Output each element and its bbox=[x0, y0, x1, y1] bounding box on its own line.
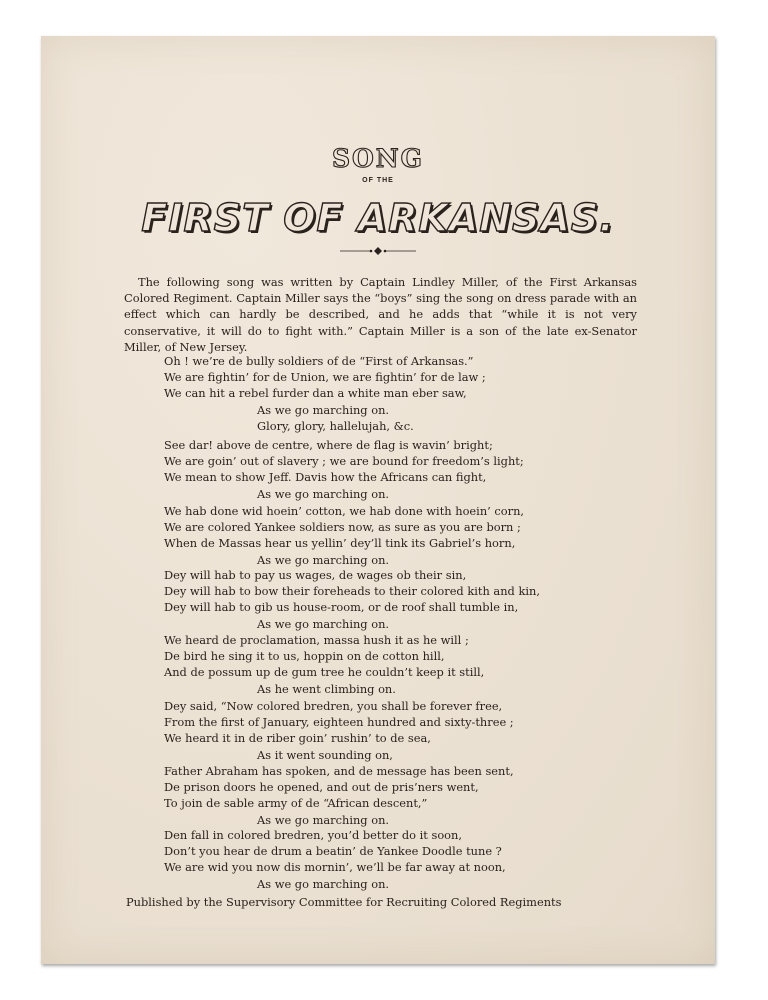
verse-line: From the first of January, eighteen hundred and sixty-three ; bbox=[164, 715, 514, 730]
verse-line: To join de sable army of de “African descent,” bbox=[164, 796, 428, 811]
verse-line: Dey will hab to pay us wages, de wages ob their sin, bbox=[164, 568, 467, 582]
title-main: FIRST OF ARKANSAS. bbox=[141, 196, 615, 240]
verse-6 bbox=[164, 698, 514, 763]
verse-refrain: As we go marching on. bbox=[257, 616, 390, 631]
verse-line: When de Massas hear us yellin’ dey’ll tink its Gabriel’s horn, bbox=[164, 536, 516, 551]
verse-line: Oh ! we’re de bully soldiers of de “First of Arkansas.” bbox=[164, 354, 474, 368]
verse-refrain: Glory, glory, hallelujah, &c. bbox=[257, 418, 414, 433]
publisher-footer: Published by the Supervisory Committee for Recruiting Colored Regiments bbox=[126, 895, 562, 909]
verse-refrain: As we go marching on. bbox=[257, 552, 390, 567]
verse-line: Don’t you hear de drum a beatin’ de Yankee Doodle tune ? bbox=[164, 844, 502, 859]
verse-1 bbox=[164, 353, 486, 434]
verse-refrain: As we go marching on. bbox=[257, 812, 390, 827]
verse-7 bbox=[164, 763, 514, 828]
verse-5 bbox=[164, 632, 484, 697]
verse-line: Dey will hab to gib us house-room, or de roof shall tumble in, bbox=[164, 600, 519, 615]
verse-refrain: As we go marching on. bbox=[257, 876, 390, 891]
verse-8 bbox=[164, 827, 506, 892]
verse-line: And de possum up de gum tree he couldn’t keep it still, bbox=[164, 665, 485, 680]
title-song: SONG bbox=[331, 144, 425, 173]
verse-line: See dar! above de centre, where de flag is wavin’ bright; bbox=[164, 438, 493, 452]
verse-2 bbox=[164, 437, 524, 502]
verse-4 bbox=[164, 567, 540, 632]
verse-line: We are wid you now dis mornin’, we’ll be far away at noon, bbox=[164, 860, 506, 875]
verse-line: Den fall in colored bredren, you’d better do it soon, bbox=[164, 828, 462, 842]
verse-refrain: As it went sounding on, bbox=[257, 747, 393, 762]
verse-refrain: As we go marching on. bbox=[257, 486, 390, 501]
verse-line: We hab done wid hoein’ cotton, we hab done with hoein’ corn, bbox=[164, 504, 525, 518]
verse-line: We heard it in de riber goin’ rushin’ to de sea, bbox=[164, 731, 431, 746]
verse-line: De bird he sing it to us, hoppin on de cotton hill, bbox=[164, 649, 445, 664]
title-of-the: OF THE bbox=[362, 177, 394, 184]
verse-line: We heard de proclamation, massa hush it as he will ; bbox=[164, 633, 469, 647]
verse-line: We are colored Yankee soldiers now, as sure as you are born ; bbox=[164, 520, 521, 535]
verse-line: We can hit a rebel furder dan a white man eber saw, bbox=[164, 386, 467, 401]
verse-refrain: As he went climbing on. bbox=[257, 681, 396, 696]
verse-refrain: As we go marching on. bbox=[257, 402, 390, 417]
verse-line: Father Abraham has spoken, and de message has been sent, bbox=[164, 764, 514, 778]
broadside-sheet bbox=[41, 36, 715, 964]
verse-line: We are fightin’ for de Union, we are fightin’ for de law ; bbox=[164, 370, 486, 385]
title-ornament bbox=[338, 246, 418, 256]
intro-paragraph: The following song was written by Captain Lindley Miller, of the First Arkansas Colored Regiment. Captain Miller says the “boys” sing the song on dress parade with an effect which can hardly be described, and he adds that “while it is not very conservative, it will do to fight with.” Captain Miller is a son of the late ex-Senator Miller, of New Jersey. bbox=[124, 275, 637, 354]
verse-line: We mean to show Jeff. Davis how the Africans can fight, bbox=[164, 470, 487, 485]
verse-line: We are goin’ out of slavery ; we are bound for freedom’s light; bbox=[164, 454, 524, 469]
verse-line: Dey said, “Now colored bredren, you shall be forever free, bbox=[164, 699, 503, 713]
verse-line: De prison doors he opened, and out de pris’ners went, bbox=[164, 780, 479, 795]
verse-line: Dey will hab to bow their foreheads to their colored kith and kin, bbox=[164, 584, 540, 599]
verse-3 bbox=[164, 503, 524, 568]
